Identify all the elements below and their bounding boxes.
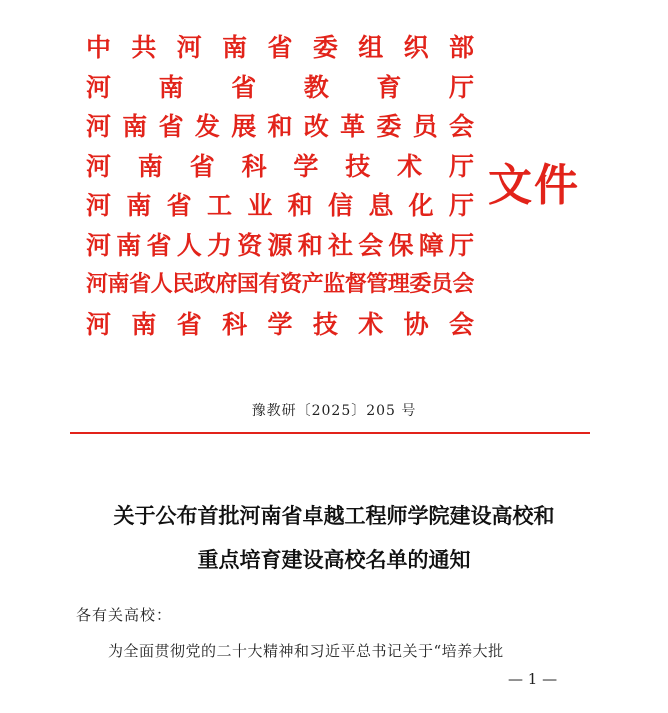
issuer-name: 河南省工业和信息化厅: [86, 191, 474, 220]
issuer-name: 中共河南省委组织部: [86, 33, 474, 62]
issuer-name: 河南省科学技术协会: [86, 309, 474, 339]
page-number: — 1 —: [508, 670, 558, 688]
title-line: 重点培育建设高校名单的通知: [197, 547, 471, 572]
red-separator-line: [70, 432, 590, 434]
body-paragraph: 为全面贯彻党的二十大精神和习近平总书记关于“培养大批: [108, 642, 504, 660]
issuer-name: 河南省人力资源和社会保障厅: [86, 230, 474, 260]
issuer-name: 河南省科学技术厅: [86, 151, 474, 181]
title-line: 关于公布首批河南省卓越工程师学院建设高校和: [113, 503, 555, 528]
issuer-name: 河南省人民政府国有资产监督管理委员会: [86, 271, 474, 297]
issuer-name: 河南省发展和改革委员会: [86, 112, 474, 141]
document-title: [60, 494, 608, 582]
issuer-name: 河南省教育厅: [86, 72, 474, 102]
issuer-list: [86, 28, 474, 344]
document-number: 豫教研〔2025〕205 号: [251, 403, 417, 419]
salutation: 各有关高校：: [76, 606, 173, 624]
document-word: 文件: [488, 160, 580, 211]
